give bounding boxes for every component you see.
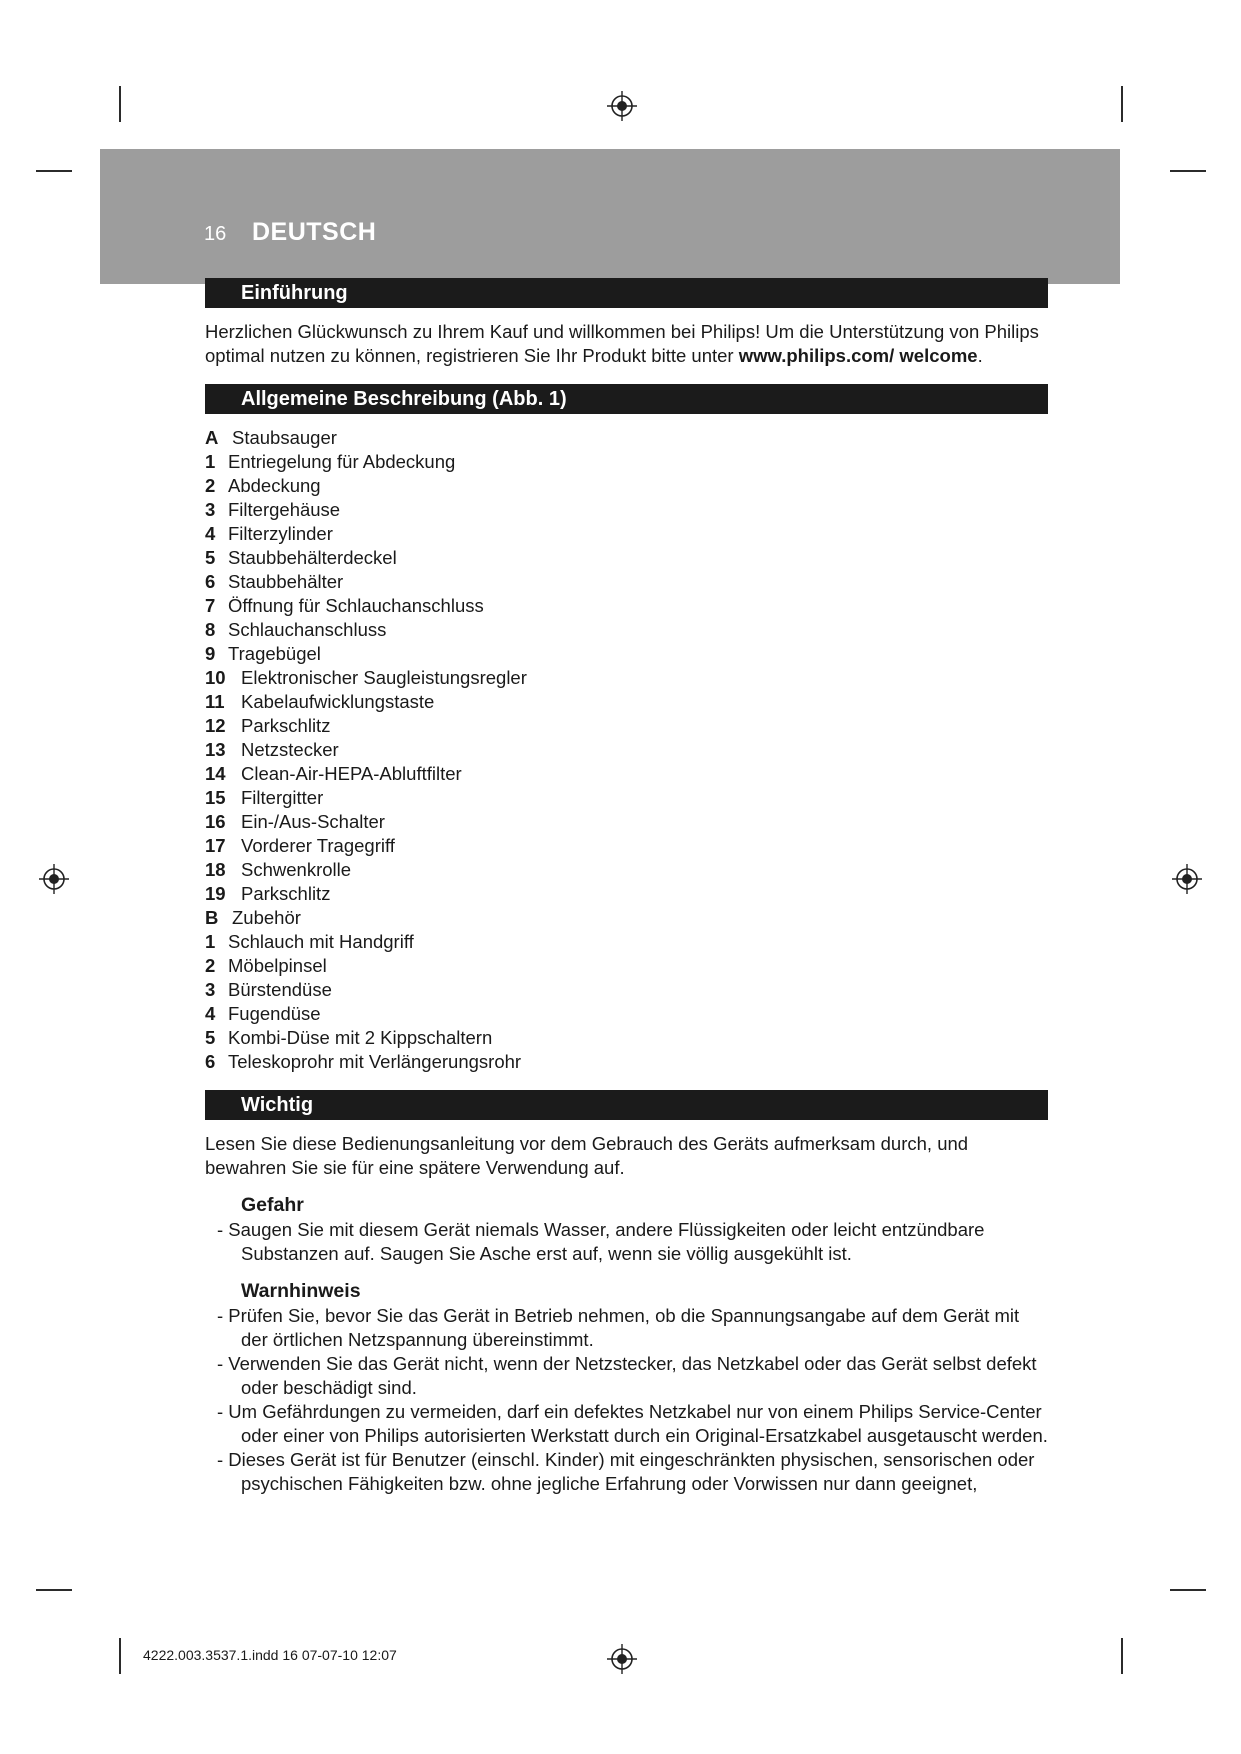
item-label: Zubehör bbox=[232, 907, 301, 928]
list-item bbox=[205, 450, 1050, 474]
list-item bbox=[205, 1002, 1050, 1026]
list-item bbox=[205, 1050, 1050, 1074]
list-item bbox=[205, 882, 1050, 906]
list-item bbox=[205, 930, 1050, 954]
item-key: 16 bbox=[205, 811, 226, 832]
item-label: Fugendüse bbox=[228, 1003, 321, 1024]
bullet-item: - Um Gefährdungen zu vermeiden, darf ein defektes Netzkabel nur von einem Philips Service-Center oder einer von Philips autorisierten Werkstatt durch ein Original-Ersatzkabel ausgetauscht werden. bbox=[217, 1401, 1048, 1446]
warning-list bbox=[205, 1304, 1050, 1496]
list-item bbox=[205, 858, 1050, 882]
item-key: 4 bbox=[205, 523, 216, 544]
warning-heading: Warnhinweis bbox=[241, 1280, 361, 1302]
item-key: 7 bbox=[205, 595, 216, 616]
item-key: 1 bbox=[205, 931, 216, 952]
item-key: 18 bbox=[205, 859, 226, 880]
item-label: Netzstecker bbox=[241, 739, 339, 760]
parts-list bbox=[205, 426, 1050, 1074]
danger-heading: Gefahr bbox=[241, 1194, 304, 1216]
language-title: DEUTSCH bbox=[252, 218, 377, 246]
item-label: Schlauchanschluss bbox=[228, 619, 387, 640]
item-label: Tragebügel bbox=[228, 643, 321, 664]
crop-mark-bottom-right bbox=[1121, 1638, 1123, 1674]
item-label: Entriegelung für Abdeckung bbox=[228, 451, 456, 472]
bullet-item: - Verwenden Sie das Gerät nicht, wenn der Netzstecker, das Netzkabel oder das Gerät selbst defekt oder beschädigt sind. bbox=[217, 1353, 1037, 1398]
list-item bbox=[205, 738, 1050, 762]
item-label: Bürstendüse bbox=[228, 979, 332, 1000]
list-item bbox=[205, 906, 1050, 930]
crop-mark-right-bottom bbox=[1170, 1589, 1206, 1591]
item-key: A bbox=[205, 427, 219, 448]
bullet-item: - Prüfen Sie, bevor Sie das Gerät in Betrieb nehmen, ob die Spannungsangabe auf dem Gerät mit der örtlichen Netzspannung übereinstimmt. bbox=[217, 1305, 1020, 1350]
crop-mark-left-top bbox=[36, 170, 72, 172]
item-key: B bbox=[205, 907, 219, 928]
item-label: Filtergehäuse bbox=[228, 499, 341, 520]
crop-mark-bottom-left bbox=[119, 1638, 121, 1674]
list-item bbox=[205, 642, 1050, 666]
intro-paragraph bbox=[205, 320, 1050, 368]
crop-mark-top-right bbox=[1121, 86, 1123, 122]
item-key: 12 bbox=[205, 715, 226, 736]
item-key: 10 bbox=[205, 667, 226, 688]
page-content bbox=[205, 278, 1050, 1496]
list-item bbox=[205, 690, 1050, 714]
danger-list bbox=[205, 1218, 1050, 1266]
important-paragraph: Lesen Sie diese Bedienungsanleitung vor dem Gebrauch des Geräts aufmerksam durch, und bewahren Sie sie für eine spätere Verwendung auf. bbox=[205, 1133, 969, 1178]
list-item bbox=[205, 954, 1050, 978]
item-label: Staubsauger bbox=[232, 427, 337, 448]
item-key: 13 bbox=[205, 739, 226, 760]
list-item bbox=[205, 522, 1050, 546]
section-title-intro: Einführung bbox=[205, 278, 1048, 308]
list-item bbox=[205, 570, 1050, 594]
intro-end: . bbox=[977, 345, 983, 366]
list-item bbox=[205, 474, 1050, 498]
crop-mark-right-top bbox=[1170, 170, 1206, 172]
page-number: 16 bbox=[204, 223, 227, 245]
item-key: 6 bbox=[205, 571, 216, 592]
item-key: 2 bbox=[205, 955, 216, 976]
item-label: Parkschlitz bbox=[241, 715, 331, 736]
item-label: Kombi-Düse mit 2 Kippschaltern bbox=[228, 1027, 493, 1048]
item-label: Staubbehälter bbox=[228, 571, 344, 592]
list-item bbox=[205, 834, 1050, 858]
list-item bbox=[205, 1026, 1050, 1050]
item-label: Teleskoprohr mit Verlängerungsrohr bbox=[228, 1051, 522, 1072]
item-key: 3 bbox=[205, 979, 216, 1000]
item-key: 5 bbox=[205, 1027, 216, 1048]
list-item bbox=[205, 762, 1050, 786]
intro-text: Herzlichen Glückwunsch zu Ihrem Kauf und willkommen bei Philips! Um die Unterstützung von Philips optimal nutzen zu können, registrieren Sie Ihr Produkt bitte unter bbox=[205, 321, 1039, 366]
item-label: Schlauch mit Handgriff bbox=[228, 931, 414, 952]
list-item bbox=[205, 498, 1050, 522]
bullet-item: - Dieses Gerät ist für Benutzer (einschl. Kinder) mit eingeschränkten physischen, sensorischen oder psychischen Fähigkeiten bzw. ohne jegliche Erfahrung oder Vorwissen nur dann geeignet, bbox=[217, 1449, 1035, 1494]
header-band bbox=[100, 149, 1120, 284]
item-key: 5 bbox=[205, 547, 216, 568]
item-label: Filtergitter bbox=[241, 787, 324, 808]
file-info: 4222.003.3537.1.indd 16 07-07-10 12:07 bbox=[143, 1647, 397, 1663]
list-item bbox=[205, 786, 1050, 810]
bullet-item: - Saugen Sie mit diesem Gerät niemals Wasser, andere Flüssigkeiten oder leicht entzündbare Substanzen auf. Saugen Sie Asche erst auf, wenn sie völlig ausgekühlt ist. bbox=[217, 1219, 985, 1264]
item-key: 19 bbox=[205, 883, 226, 904]
item-label: Parkschlitz bbox=[241, 883, 331, 904]
item-label: Öffnung für Schlauchanschluss bbox=[228, 595, 484, 616]
item-key: 17 bbox=[205, 835, 226, 856]
list-item bbox=[205, 810, 1050, 834]
item-key: 3 bbox=[205, 499, 216, 520]
list-item bbox=[205, 426, 1050, 450]
item-key: 4 bbox=[205, 1003, 216, 1024]
crop-mark-top-left bbox=[119, 86, 121, 122]
item-key: 1 bbox=[205, 451, 216, 472]
section-title-description: Allgemeine Beschreibung (Abb. 1) bbox=[205, 384, 1048, 414]
item-label: Staubbehälterdeckel bbox=[228, 547, 397, 568]
registration-link[interactable]: www.philips.com/ welcome bbox=[738, 345, 978, 366]
crop-mark-left-bottom bbox=[36, 1589, 72, 1591]
item-label: Clean-Air-HEPA-Abluftfilter bbox=[241, 763, 462, 784]
item-label: Filterzylinder bbox=[228, 523, 333, 544]
item-key: 14 bbox=[205, 763, 226, 784]
list-item bbox=[205, 594, 1050, 618]
item-key: 8 bbox=[205, 619, 216, 640]
list-item bbox=[205, 978, 1050, 1002]
item-label: Ein-/Aus-Schalter bbox=[241, 811, 385, 832]
item-key: 6 bbox=[205, 1051, 216, 1072]
list-item bbox=[205, 546, 1050, 570]
registration-mark-icon bbox=[1172, 864, 1202, 894]
item-label: Möbelpinsel bbox=[228, 955, 327, 976]
item-key: 9 bbox=[205, 643, 216, 664]
list-item bbox=[205, 666, 1050, 690]
item-label: Elektronischer Saugleistungsregler bbox=[241, 667, 527, 688]
item-label: Schwenkrolle bbox=[241, 859, 352, 880]
list-item bbox=[205, 714, 1050, 738]
item-label: Vorderer Tragegriff bbox=[241, 835, 395, 856]
item-label: Abdeckung bbox=[228, 475, 321, 496]
list-item bbox=[205, 618, 1050, 642]
registration-mark-icon bbox=[607, 91, 637, 121]
item-key: 11 bbox=[205, 691, 225, 712]
registration-mark-icon bbox=[607, 1644, 637, 1674]
section-title-important: Wichtig bbox=[205, 1090, 1048, 1120]
item-key: 2 bbox=[205, 475, 216, 496]
item-key: 15 bbox=[205, 787, 226, 808]
registration-mark-icon bbox=[39, 864, 69, 894]
item-label: Kabelaufwicklungstaste bbox=[241, 691, 435, 712]
